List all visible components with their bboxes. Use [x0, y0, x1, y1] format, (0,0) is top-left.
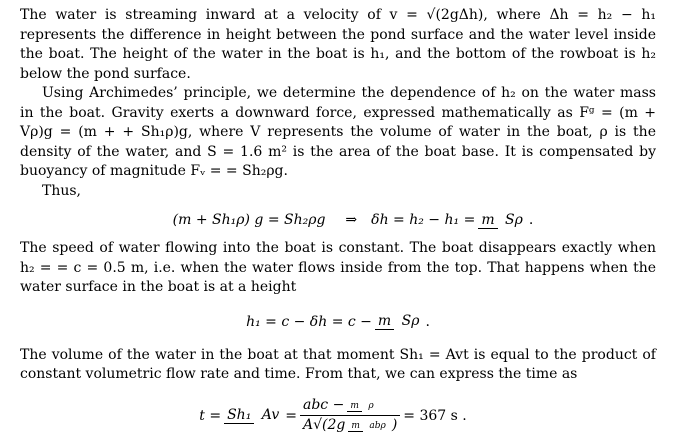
equation-h1	[20, 298, 656, 346]
eq1-arrow: ⇒	[345, 212, 358, 228]
eq2-fraction	[375, 313, 423, 330]
paragraph-archimedes: Using Archimedes’ principle, we determine the dependence of h₂ on the water mass in the boat. Gravity exerts a downward force, expressed mathematically as Fᵍ = (m + Vρ)g = (m + + Sh₁ρ)g, where V represents the volume of water in the boat, ρ is the density of the water, and S = 1.6 m² is the area of the boat base. It is compensated by buoyancy of magnitude Fᵥ = = Sh₂ρg.	[20, 85, 656, 179]
paragraph-volume: The volume of the water in the boat at that moment Sh₁ = Avt is equal to the product of constant volumetric flow rate and time. From that, we can express the time as	[20, 346, 656, 382]
eq1-left: (m + Sh₁ρ) g = Sh₂ρg	[172, 212, 326, 228]
eq3-f1-num: Sh₁	[224, 407, 254, 424]
eq2-den: Sρ	[401, 313, 420, 329]
eq3-f2-den-frac-den: abρ	[369, 421, 386, 431]
eq1-end: .	[528, 212, 534, 228]
eq3-f2-num-frac-den: ρ	[368, 401, 374, 411]
thus-label: Thus,	[42, 182, 82, 199]
eq3-f2-den-frac-num: m	[348, 421, 363, 432]
eq3-f2-num-frac	[347, 396, 376, 415]
document-page	[20, 6, 656, 447]
eq3-f2-num-frac-num: m	[347, 401, 362, 412]
eq3-f2-den-frac	[348, 416, 388, 435]
equation-delta-h	[20, 201, 656, 239]
eq3-fraction1	[224, 407, 282, 424]
eq1-num: m	[478, 212, 497, 229]
eq3-result: = 367 s .	[403, 407, 467, 424]
eq1-mid: δh = h₂ − h₁ =	[371, 212, 476, 228]
eq3-equals: =	[285, 407, 297, 424]
eq1-den: Sρ	[505, 211, 523, 228]
eq3-f2-denominator	[300, 416, 400, 435]
eq2-end: .	[425, 313, 430, 330]
eq3-f1-den: Av	[261, 407, 280, 423]
eq3-f2-numerator	[300, 396, 400, 416]
eq2-num: m	[375, 313, 394, 330]
eq3-f2-den-b: )	[391, 417, 398, 433]
eq3-f2-den-a: A√(2g	[302, 417, 346, 433]
eq1-fraction	[478, 212, 526, 229]
eq3-f2-num-a: abc −	[302, 397, 345, 413]
eq3-t: t =	[199, 407, 222, 424]
eq3-fraction2	[300, 396, 400, 435]
paragraph-velocity: The water is streaming inward at a velocity of v = √(2gΔh), where Δh = h₂ − h₁ represents the difference in height between the pond surface and the water level inside the boat. The height of the water in the boat is h₁, and the bottom of the rowboat is h₂ below the pond surface.	[20, 7, 657, 82]
eq2-left: h₁ = c − δh = c −	[246, 313, 372, 330]
paragraph-speed: The speed of water flowing into the boat is constant. The boat disappears exactly when h₂ = = c = 0.5 m, i.e. when the water flows inside from the top. That happens when the water surface in the boat is at a height	[20, 240, 656, 295]
equation-time	[20, 385, 656, 447]
